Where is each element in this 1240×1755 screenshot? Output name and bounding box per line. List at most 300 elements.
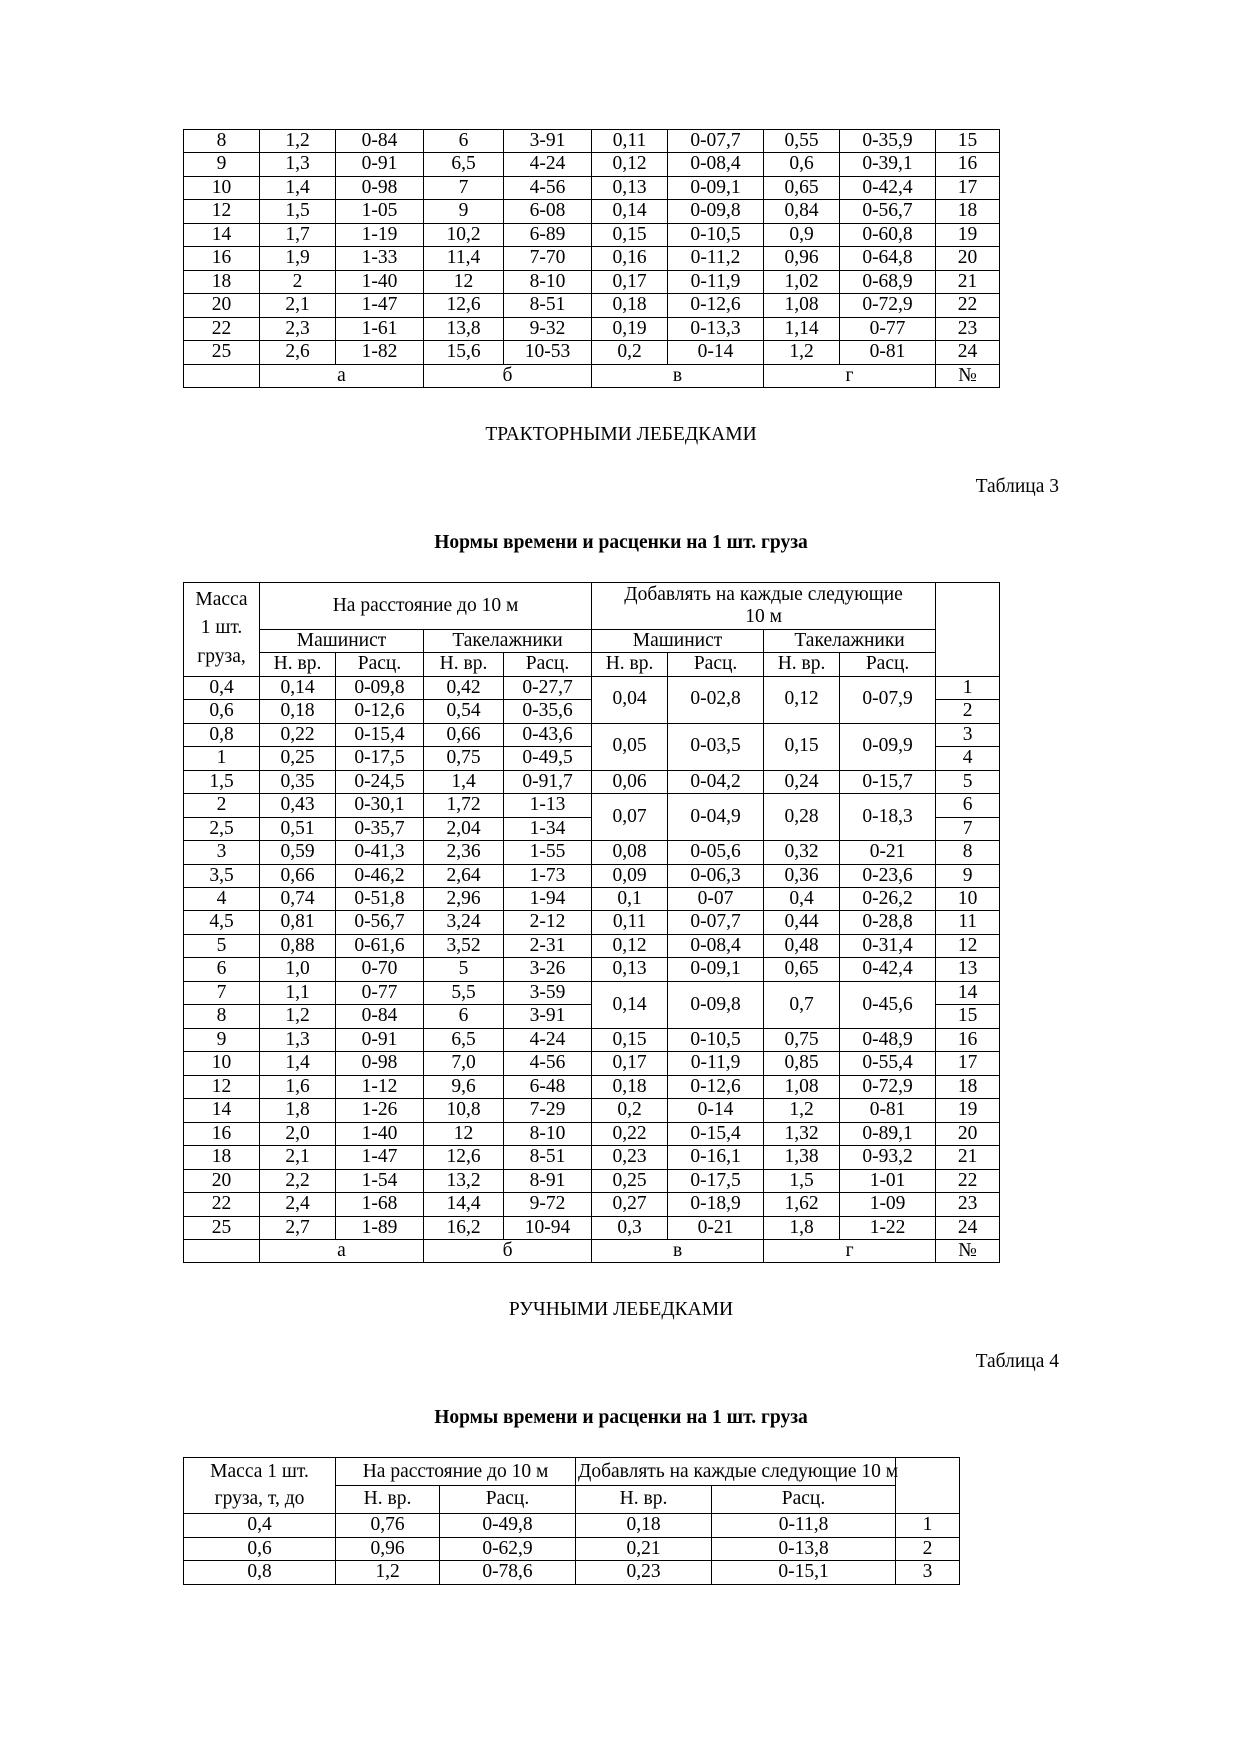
section-heading-manual: РУЧНЫМИ ЛЕБЕДКАМИ — [508, 1299, 734, 1321]
table-row — [184, 911, 1000, 934]
cell-mass-23: 25 — [184, 1216, 260, 1239]
cell-riggers-rasc-22: 9-72 — [504, 1193, 592, 1216]
cell-machinist-nvr-11: 0,88 — [260, 934, 336, 957]
t4-cell-r0-c3: 0,18 — [576, 1514, 712, 1537]
cell-machinist-rasc-7: 0-41,3 — [336, 841, 424, 864]
cell-machinist-rasc-15: 0-91 — [336, 1028, 424, 1051]
table-row — [184, 200, 1000, 223]
cell-riggers-rasc-1: 0-35,6 — [504, 700, 592, 723]
group-right-line-1: Добавлять на каждые следующие — [624, 584, 903, 606]
cell-machinist-nvr-20: 2,1 — [260, 1146, 336, 1169]
table3-rasc-2: Расц. — [504, 653, 592, 676]
cell-r6-c1: 2 — [260, 270, 336, 293]
t4-mass-line-1: Масса 1 шт. — [210, 1461, 309, 1483]
cell-riggers-nvr-13: 5,5 — [424, 981, 504, 1004]
table4 — [183, 1457, 960, 1584]
cell-mass-22: 22 — [184, 1193, 260, 1216]
cell-r2-c6: 0-09,1 — [668, 176, 764, 199]
cell-r7-c1: 2,1 — [260, 294, 336, 317]
cell-r1-c4: 4-24 — [504, 153, 592, 176]
cell-add-riggers-nvr-12: 0,65 — [764, 958, 840, 981]
cell-rownum-16: 17 — [936, 1052, 1000, 1075]
cell-machinist-nvr-10: 0,81 — [260, 911, 336, 934]
cell-add-riggers-rasc-19: 0-89,1 — [840, 1122, 936, 1145]
table-row — [184, 1193, 1000, 1216]
cell-r7-c3: 12,6 — [424, 294, 504, 317]
cell-riggers-nvr-9: 2,96 — [424, 887, 504, 910]
table-row — [184, 1099, 1000, 1122]
cell-machinist-nvr-1: 0,18 — [260, 700, 336, 723]
cell-r5-c4: 7-70 — [504, 247, 592, 270]
cell-r9-c3: 15,6 — [424, 341, 504, 364]
cell-riggers-nvr-10: 3,24 — [424, 911, 504, 934]
cell-riggers-rasc-19: 8-10 — [504, 1122, 592, 1145]
cell-add-machinist-rasc-5: 0-04,9 — [668, 794, 764, 841]
cell-add-machinist-rasc-21: 0-17,5 — [668, 1169, 764, 1192]
cell-rownum-7: 8 — [936, 841, 1000, 864]
table3-footer-a: а — [260, 1240, 424, 1263]
cell-machinist-rasc-19: 1-40 — [336, 1122, 424, 1145]
cell-mass-16: 10 — [184, 1052, 260, 1075]
cell-r2-c7: 0,65 — [764, 176, 840, 199]
table3-corner-blank — [936, 583, 1000, 677]
cell-add-riggers-rasc-9: 0-26,2 — [840, 887, 936, 910]
table3-nvr-3: Н. вр. — [592, 653, 668, 676]
table4-group-left: На расстояние до 10 м — [336, 1458, 576, 1486]
table3-mass-header — [184, 583, 260, 677]
cell-add-machinist-rasc-19: 0-15,4 — [668, 1122, 764, 1145]
table-row — [184, 981, 1000, 1004]
cell-mass-18: 14 — [184, 1099, 260, 1122]
cell-riggers-nvr-14: 6 — [424, 1005, 504, 1028]
cell-add-machinist-nvr-21: 0,25 — [592, 1169, 668, 1192]
table3-machinist-right: Машинист — [592, 629, 764, 652]
cell-r1-c3: 6,5 — [424, 153, 504, 176]
cell-rownum-21: 22 — [936, 1169, 1000, 1192]
cell-machinist-rasc-2: 0-15,4 — [336, 723, 424, 746]
table-row — [184, 794, 1000, 817]
cell-r3-c7: 0,84 — [764, 200, 840, 223]
cell-riggers-nvr-5: 1,72 — [424, 794, 504, 817]
cell-r5-c5: 0,16 — [592, 247, 668, 270]
table-row — [184, 247, 1000, 270]
cell-add-riggers-nvr-15: 0,75 — [764, 1028, 840, 1051]
cell-riggers-nvr-4: 1,4 — [424, 770, 504, 793]
cell-r8-c5: 0,19 — [592, 317, 668, 340]
cell-add-machinist-rasc-8: 0-06,3 — [668, 864, 764, 887]
cell-r5-c0: 16 — [184, 247, 260, 270]
t4-cell-r2-c0: 0,8 — [184, 1561, 336, 1584]
cell-mass-1: 0,6 — [184, 700, 260, 723]
cell-riggers-nvr-2: 0,66 — [424, 723, 504, 746]
cell-riggers-nvr-20: 12,6 — [424, 1146, 504, 1169]
cell-r4-c6: 0-10,5 — [668, 223, 764, 246]
cell-r2-c5: 0,13 — [592, 176, 668, 199]
cell-r0-c0: 8 — [184, 130, 260, 153]
cell-mass-0: 0,4 — [184, 676, 260, 699]
table3-label: Таблица 3 — [975, 476, 1059, 498]
cell-machinist-nvr-16: 1,4 — [260, 1052, 336, 1075]
table4-label: Таблица 4 — [975, 1351, 1059, 1373]
cell-mass-12: 6 — [184, 958, 260, 981]
footer-cell-g: г — [764, 364, 936, 387]
mass-line-3: груза, — [197, 645, 246, 667]
cell-machinist-nvr-5: 0,43 — [260, 794, 336, 817]
table-row — [184, 1169, 1000, 1192]
table4-group-right: Добавлять на каждые следующие 10 м — [576, 1458, 896, 1486]
cell-machinist-nvr-22: 2,4 — [260, 1193, 336, 1216]
table3-footer-blank — [184, 1240, 260, 1263]
section-heading-tractor: ТРАКТОРНЫМИ ЛЕБЕДКАМИ — [485, 424, 757, 446]
cell-r2-c4: 4-56 — [504, 176, 592, 199]
cell-riggers-nvr-7: 2,36 — [424, 841, 504, 864]
cell-rownum-3: 4 — [936, 747, 1000, 770]
table3-riggers-right: Такелажники — [764, 629, 936, 652]
cell-add-machinist-rasc-4: 0-04,2 — [668, 770, 764, 793]
table3-title: Нормы времени и расценки на 1 шт. груза — [434, 532, 808, 554]
top-continuation-table — [183, 129, 1000, 388]
cell-add-machinist-nvr-7: 0,08 — [592, 841, 668, 864]
cell-r8-c8: 0-77 — [840, 317, 936, 340]
cell-add-riggers-rasc-7: 0-21 — [840, 841, 936, 864]
cell-add-machinist-nvr-9: 0,1 — [592, 887, 668, 910]
cell-machinist-nvr-9: 0,74 — [260, 887, 336, 910]
cell-add-riggers-rasc-15: 0-48,9 — [840, 1028, 936, 1051]
cell-add-riggers-rasc-17: 0-72,9 — [840, 1075, 936, 1098]
cell-r2-c0: 10 — [184, 176, 260, 199]
cell-add-riggers-rasc-18: 0-81 — [840, 1099, 936, 1122]
cell-machinist-rasc-23: 1-89 — [336, 1216, 424, 1239]
cell-r9-c8: 0-81 — [840, 341, 936, 364]
cell-add-machinist-rasc-13: 0-09,8 — [668, 981, 764, 1028]
cell-machinist-nvr-12: 1,0 — [260, 958, 336, 981]
cell-r6-c9: 21 — [936, 270, 1000, 293]
mass-line-1: Масса — [195, 589, 248, 611]
cell-r2-c9: 17 — [936, 176, 1000, 199]
cell-r4-c5: 0,15 — [592, 223, 668, 246]
cell-add-riggers-nvr-20: 1,38 — [764, 1146, 840, 1169]
table4-mass-header — [184, 1458, 336, 1514]
cell-add-riggers-nvr-13: 0,7 — [764, 981, 840, 1028]
cell-machinist-rasc-21: 1-54 — [336, 1169, 424, 1192]
cell-r1-c5: 0,12 — [592, 153, 668, 176]
cell-r0-c4: 3-91 — [504, 130, 592, 153]
cell-r5-c3: 11,4 — [424, 247, 504, 270]
table-row — [184, 1028, 1000, 1051]
cell-riggers-rasc-0: 0-27,7 — [504, 676, 592, 699]
table-row — [184, 958, 1000, 981]
mass-line-2: 1 шт. — [200, 617, 243, 639]
table3-riggers-left: Такелажники — [424, 629, 592, 652]
cell-machinist-rasc-18: 1-26 — [336, 1099, 424, 1122]
cell-riggers-nvr-11: 3,52 — [424, 934, 504, 957]
group-right-line-2: 10 м — [745, 605, 782, 627]
cell-machinist-rasc-13: 0-77 — [336, 981, 424, 1004]
cell-riggers-nvr-19: 12 — [424, 1122, 504, 1145]
cell-add-riggers-nvr-18: 1,2 — [764, 1099, 840, 1122]
t4-cell-r2-c1: 1,2 — [336, 1561, 440, 1584]
cell-riggers-nvr-22: 14,4 — [424, 1193, 504, 1216]
cell-r4-c4: 6-89 — [504, 223, 592, 246]
cell-riggers-rasc-9: 1-94 — [504, 887, 592, 910]
table3-head-row3 — [184, 653, 1000, 676]
cell-mass-9: 4 — [184, 887, 260, 910]
cell-r7-c5: 0,18 — [592, 294, 668, 317]
cell-add-riggers-nvr-9: 0,4 — [764, 887, 840, 910]
cell-r7-c8: 0-72,9 — [840, 294, 936, 317]
table4-corner-blank — [896, 1458, 960, 1514]
cell-r5-c1: 1,9 — [260, 247, 336, 270]
cell-mass-7: 3 — [184, 841, 260, 864]
table-row-footer — [184, 364, 1000, 387]
cell-r8-c7: 1,14 — [764, 317, 840, 340]
cell-r7-c7: 1,08 — [764, 294, 840, 317]
cell-add-machinist-rasc-17: 0-12,6 — [668, 1075, 764, 1098]
table3-rasc-4: Расц. — [840, 653, 936, 676]
table-row — [184, 723, 1000, 746]
cell-add-riggers-rasc-0: 0-07,9 — [840, 676, 936, 723]
cell-mass-5: 2 — [184, 794, 260, 817]
cell-riggers-rasc-15: 4-24 — [504, 1028, 592, 1051]
cell-add-riggers-nvr-23: 1,8 — [764, 1216, 840, 1239]
cell-r4-c9: 19 — [936, 223, 1000, 246]
cell-r9-c2: 1-82 — [336, 341, 424, 364]
table-row — [184, 887, 1000, 910]
cell-add-riggers-nvr-10: 0,44 — [764, 911, 840, 934]
table4-title: Нормы времени и расценки на 1 шт. груза — [434, 1407, 808, 1429]
table-row — [184, 294, 1000, 317]
cell-rownum-2: 3 — [936, 723, 1000, 746]
cell-riggers-nvr-6: 2,04 — [424, 817, 504, 840]
cell-add-machinist-rasc-20: 0-16,1 — [668, 1146, 764, 1169]
table-row — [184, 770, 1000, 793]
cell-machinist-rasc-11: 0-61,6 — [336, 934, 424, 957]
cell-r9-c7: 1,2 — [764, 341, 840, 364]
cell-mass-4: 1,5 — [184, 770, 260, 793]
cell-r5-c8: 0-64,8 — [840, 247, 936, 270]
table4-nvr-1: Н. вр. — [336, 1486, 440, 1514]
cell-r0-c5: 0,11 — [592, 130, 668, 153]
cell-r3-c3: 9 — [424, 200, 504, 223]
table3-row-footer — [184, 1240, 1000, 1263]
cell-r9-c6: 0-14 — [668, 341, 764, 364]
cell-machinist-rasc-1: 0-12,6 — [336, 700, 424, 723]
t4-cell-r1-c5: 2 — [896, 1537, 960, 1560]
table4-head — [184, 1458, 960, 1514]
table3-rasc-1: Расц. — [336, 653, 424, 676]
cell-rownum-13: 14 — [936, 981, 1000, 1004]
cell-machinist-rasc-0: 0-09,8 — [336, 676, 424, 699]
cell-mass-3: 1 — [184, 747, 260, 770]
cell-riggers-rasc-20: 8-51 — [504, 1146, 592, 1169]
cell-machinist-nvr-17: 1,6 — [260, 1075, 336, 1098]
table4-rasc-1: Расц. — [440, 1486, 576, 1514]
cell-mass-13: 7 — [184, 981, 260, 1004]
cell-machinist-nvr-13: 1,1 — [260, 981, 336, 1004]
cell-add-machinist-nvr-17: 0,18 — [592, 1075, 668, 1098]
cell-r9-c4: 10-53 — [504, 341, 592, 364]
cell-r3-c5: 0,14 — [592, 200, 668, 223]
cell-machinist-rasc-17: 1-12 — [336, 1075, 424, 1098]
cell-add-machinist-nvr-4: 0,06 — [592, 770, 668, 793]
table-row — [184, 1561, 960, 1584]
cell-add-machinist-nvr-15: 0,15 — [592, 1028, 668, 1051]
cell-rownum-5: 6 — [936, 794, 1000, 817]
cell-mass-17: 12 — [184, 1075, 260, 1098]
table-row — [184, 1514, 960, 1537]
cell-r1-c2: 0-91 — [336, 153, 424, 176]
cell-add-machinist-nvr-20: 0,23 — [592, 1146, 668, 1169]
cell-r9-c5: 0,2 — [592, 341, 668, 364]
cell-r9-c9: 24 — [936, 341, 1000, 364]
t4-cell-r1-c4: 0-13,8 — [712, 1537, 896, 1560]
t4-cell-r2-c4: 0-15,1 — [712, 1561, 896, 1584]
t4-cell-r2-c5: 3 — [896, 1561, 960, 1584]
cell-riggers-nvr-16: 7,0 — [424, 1052, 504, 1075]
cell-r8-c0: 22 — [184, 317, 260, 340]
cell-add-machinist-rasc-11: 0-08,4 — [668, 934, 764, 957]
cell-machinist-rasc-14: 0-84 — [336, 1005, 424, 1028]
cell-machinist-nvr-18: 1,8 — [260, 1099, 336, 1122]
cell-add-riggers-rasc-20: 0-93,2 — [840, 1146, 936, 1169]
cell-riggers-rasc-8: 1-73 — [504, 864, 592, 887]
cell-r1-c9: 16 — [936, 153, 1000, 176]
cell-machinist-nvr-21: 2,2 — [260, 1169, 336, 1192]
cell-rownum-4: 5 — [936, 770, 1000, 793]
t4-cell-r2-c2: 0-78,6 — [440, 1561, 576, 1584]
cell-machinist-rasc-8: 0-46,2 — [336, 864, 424, 887]
cell-r3-c4: 6-08 — [504, 200, 592, 223]
cell-riggers-rasc-10: 2-12 — [504, 911, 592, 934]
table4-head-row1 — [184, 1458, 960, 1486]
cell-r7-c4: 8-51 — [504, 294, 592, 317]
cell-machinist-nvr-3: 0,25 — [260, 747, 336, 770]
cell-machinist-nvr-8: 0,66 — [260, 864, 336, 887]
cell-r4-c8: 0-60,8 — [840, 223, 936, 246]
cell-riggers-rasc-11: 2-31 — [504, 934, 592, 957]
cell-r5-c6: 0-11,2 — [668, 247, 764, 270]
t4-cell-r2-c3: 0,23 — [576, 1561, 712, 1584]
cell-rownum-0: 1 — [936, 676, 1000, 699]
cell-riggers-rasc-17: 6-48 — [504, 1075, 592, 1098]
cell-riggers-nvr-17: 9,6 — [424, 1075, 504, 1098]
table3-head-row1 — [184, 583, 1000, 630]
cell-add-riggers-nvr-8: 0,36 — [764, 864, 840, 887]
cell-riggers-rasc-6: 1-34 — [504, 817, 592, 840]
cell-r2-c3: 7 — [424, 176, 504, 199]
cell-add-machinist-rasc-15: 0-10,5 — [668, 1028, 764, 1051]
cell-add-riggers-nvr-2: 0,15 — [764, 723, 840, 770]
table3-footer-g: г — [764, 1240, 936, 1263]
cell-add-riggers-rasc-10: 0-28,8 — [840, 911, 936, 934]
cell-r8-c3: 13,8 — [424, 317, 504, 340]
cell-riggers-rasc-21: 8-91 — [504, 1169, 592, 1192]
cell-add-machinist-nvr-5: 0,07 — [592, 794, 668, 841]
cell-machinist-rasc-16: 0-98 — [336, 1052, 424, 1075]
cell-add-riggers-rasc-11: 0-31,4 — [840, 934, 936, 957]
cell-add-riggers-rasc-16: 0-55,4 — [840, 1052, 936, 1075]
cell-rownum-11: 12 — [936, 934, 1000, 957]
cell-r5-c2: 1-33 — [336, 247, 424, 270]
cell-r3-c8: 0-56,7 — [840, 200, 936, 223]
table3-nvr-4: Н. вр. — [764, 653, 840, 676]
cell-riggers-rasc-7: 1-55 — [504, 841, 592, 864]
cell-add-machinist-nvr-23: 0,3 — [592, 1216, 668, 1239]
cell-riggers-rasc-5: 1-13 — [504, 794, 592, 817]
cell-rownum-6: 7 — [936, 817, 1000, 840]
cell-r0-c2: 0-84 — [336, 130, 424, 153]
table3-head-row2 — [184, 629, 1000, 652]
cell-add-machinist-nvr-11: 0,12 — [592, 934, 668, 957]
cell-add-machinist-nvr-13: 0,14 — [592, 981, 668, 1028]
cell-riggers-rasc-13: 3-59 — [504, 981, 592, 1004]
table-row — [184, 1146, 1000, 1169]
cell-r6-c5: 0,17 — [592, 270, 668, 293]
table-row — [184, 1216, 1000, 1239]
cell-riggers-rasc-12: 3-26 — [504, 958, 592, 981]
table-row — [184, 841, 1000, 864]
table3-body — [184, 676, 1000, 1239]
cell-riggers-nvr-12: 5 — [424, 958, 504, 981]
cell-add-riggers-rasc-21: 1-01 — [840, 1169, 936, 1192]
cell-add-machinist-nvr-18: 0,2 — [592, 1099, 668, 1122]
table3-group-right — [592, 583, 936, 630]
cell-add-machinist-rasc-18: 0-14 — [668, 1099, 764, 1122]
cell-r3-c6: 0-09,8 — [668, 200, 764, 223]
cell-r4-c7: 0,9 — [764, 223, 840, 246]
cell-machinist-nvr-4: 0,35 — [260, 770, 336, 793]
footer-cell-blank — [184, 364, 260, 387]
cell-r3-c9: 18 — [936, 200, 1000, 223]
t4-cell-r0-c4: 0-11,8 — [712, 1514, 896, 1537]
cell-mass-21: 20 — [184, 1169, 260, 1192]
cell-r7-c0: 20 — [184, 294, 260, 317]
cell-add-machinist-rasc-2: 0-03,5 — [668, 723, 764, 770]
cell-r1-c8: 0-39,1 — [840, 153, 936, 176]
table4-body — [184, 1514, 960, 1584]
cell-riggers-nvr-1: 0,54 — [424, 700, 504, 723]
cell-add-machinist-rasc-0: 0-02,8 — [668, 676, 764, 723]
cell-riggers-rasc-14: 3-91 — [504, 1005, 592, 1028]
cell-add-riggers-nvr-21: 1,5 — [764, 1169, 840, 1192]
table-row — [184, 676, 1000, 699]
table-row — [184, 1052, 1000, 1075]
cell-mass-10: 4,5 — [184, 911, 260, 934]
table-row — [184, 864, 1000, 887]
cell-riggers-rasc-2: 0-43,6 — [504, 723, 592, 746]
cell-machinist-nvr-0: 0,14 — [260, 676, 336, 699]
cell-r0-c3: 6 — [424, 130, 504, 153]
footer-cell-b: б — [424, 364, 592, 387]
cell-machinist-rasc-6: 0-35,7 — [336, 817, 424, 840]
cell-rownum-15: 16 — [936, 1028, 1000, 1051]
cell-r2-c2: 0-98 — [336, 176, 424, 199]
cell-r4-c1: 1,7 — [260, 223, 336, 246]
cell-r9-c0: 25 — [184, 341, 260, 364]
table-row — [184, 341, 1000, 364]
table-row — [184, 223, 1000, 246]
cell-add-riggers-nvr-0: 0,12 — [764, 676, 840, 723]
cell-machinist-rasc-4: 0-24,5 — [336, 770, 424, 793]
table-row — [184, 176, 1000, 199]
cell-r4-c2: 1-19 — [336, 223, 424, 246]
cell-r7-c6: 0-12,6 — [668, 294, 764, 317]
table-row — [184, 1075, 1000, 1098]
cell-mass-19: 16 — [184, 1122, 260, 1145]
cell-add-machinist-rasc-9: 0-07 — [668, 887, 764, 910]
cell-r0-c8: 0-35,9 — [840, 130, 936, 153]
footer-cell-v: в — [592, 364, 764, 387]
